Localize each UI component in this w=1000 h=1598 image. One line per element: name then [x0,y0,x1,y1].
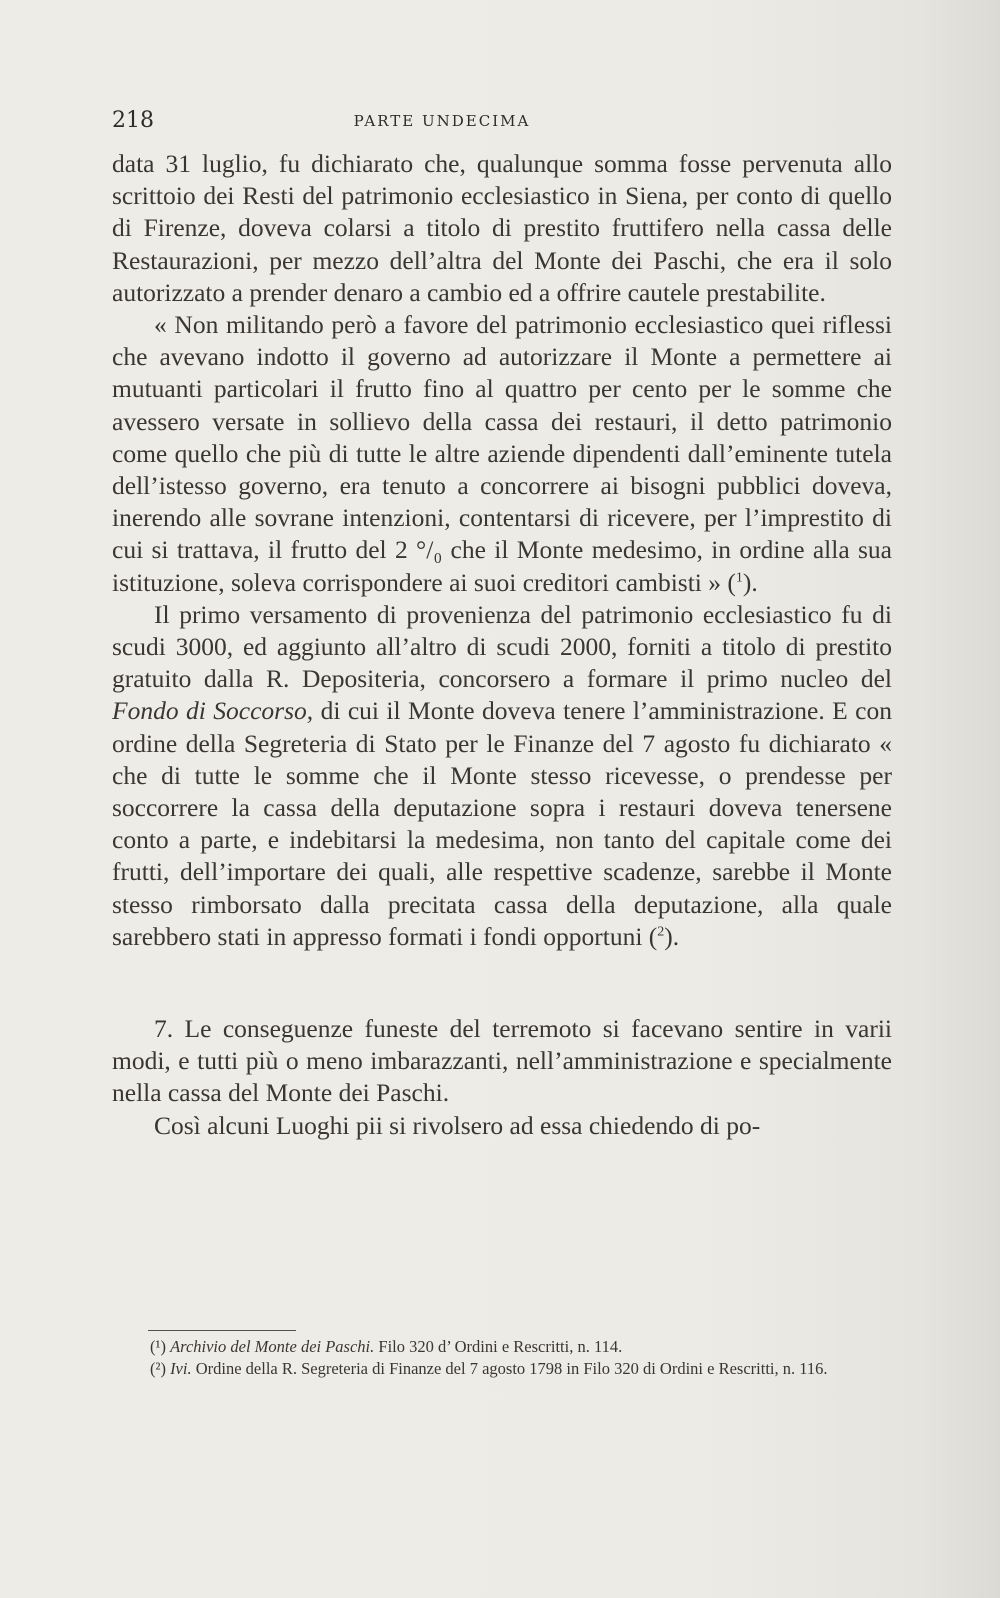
paragraph-3-end: ). [664,921,680,951]
paragraph-2 [112,309,892,599]
footnote-ref-1: 1 [735,570,743,586]
paragraph-1: data 31 luglio, fu dichiarato che, qualunque somma fosse pervenuta allo scrittoio dei Resti del patrimonio ecclesiastico in Siena, per conto di quello di Firenze, doveva colarsi a titolo di prestito fruttifero nella cassa delle Restaurazioni, per mezzo dell’altra del Monte dei Paschi, che era il solo autorizzato a prender denaro a cambio ed a offrire cautele prestabilite. [112,149,892,307]
fondo-di-soccorso-italic: Fondo di Soccorso, [112,696,314,726]
footnote-1-source: Archivio del Monte dei Paschi. [170,1337,375,1356]
body-text [112,148,892,1142]
page-header [112,108,892,138]
footnote-divider [148,1330,296,1331]
footnote-1 [112,1336,892,1358]
paragraph-2-end: ). [742,567,758,597]
paragraph-3 [112,599,892,953]
footnote-2-text: Ordine della R. Segreteria di Finanze del 7 agosto 1798 in Filo 320 di Ordini e Rescritti, n. 116. [191,1359,828,1378]
paragraph-3-text-b: di cui il Monte doveva tenere l’amministrazione. E con ordine della Segreteria di Stato per le Finanze del 7 agosto fu dichiarato « che di tutte le somme che il Monte stesso ricevesse, o prendesse per soccorrere la cassa della deputazione sopra i restauri doveva tenersene conto a parte, e indebitarsi la medesima, non tanto del capitale come dei frutti, dell’importare dei quali, alle respettive scadenze, sarebbe il Monte stesso rimborsato dalla precitata cassa della deputazione, alla quale sarebbero stati in appresso formati i fondi opportuni ( [112,696,892,951]
paragraph-3-text-a: Il primo versamento di provenienza del patrimonio ecclesiastico fu di scudi 3000, ed aggiunto all’altro di scudi 2000, forniti a titolo di prestito gratuito dalla R. Depositeria, concorsero a formare il primo nucleo del [112,599,892,694]
footnote-1-text: Filo 320 d’ Ordini e Rescritti, n. 114. [374,1337,623,1356]
footnote-2-source: Ivi. [170,1359,192,1378]
footnote-2-marker: (²) [150,1359,166,1378]
page-number: 218 [112,108,154,133]
footnote-ref-2: 2 [657,924,665,940]
footnote-2 [112,1358,892,1380]
running-head: PARTE UNDECIMA [353,112,531,130]
paragraph-4-section-7: 7. Le conseguenze funeste del terremoto si facevano sentire in varii modi, e tutti più o meno imbarazzanti, nell’amministrazione e specialmente nella cassa del Monte dei Paschi. [112,1014,892,1108]
paragraph-5: Così alcuni Luoghi pii si rivolsero ad essa chiedendo di po- [154,1110,761,1140]
paragraph-2-text: « Non militando però a favore del patrimonio ecclesiastico quei riflessi che avevano indotto il governo ad autorizzare il Monte a permettere ai mutuanti particolari il frutto fino al quattro per cento per le somme che avessero versate in sollievo della cassa dei restauri, il detto patrimonio come quello che più di tutte le altre aziende dipendenti dall’eminente tutela dell’istesso governo, era tenuto a concorrere ai bisogni pubblici doveva, inerendo alle sovrane intenzioni, contentarsi di ricevere, per l’imprestito di cui si trattava, il frutto del 2 °/₀ che il Monte medesimo, in ordine alla sua istituzione, soleva corrispondere ai suoi creditori cambisti » ( [112,310,892,597]
footnotes [112,1336,892,1380]
footnote-1-marker: (¹) [150,1337,166,1356]
